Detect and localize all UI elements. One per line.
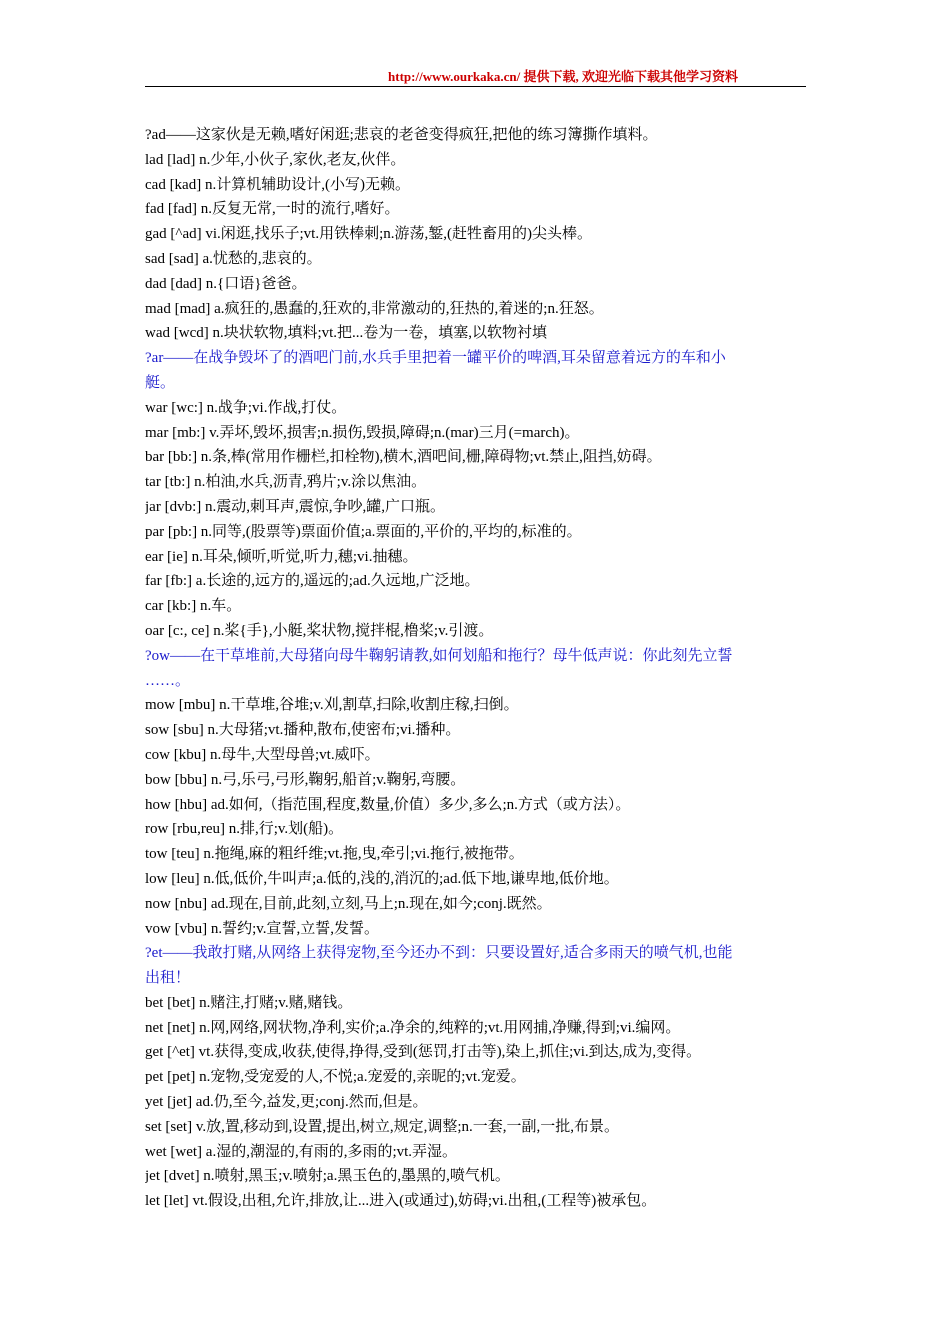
vocabulary-entry-line: cad [kad] n.计算机辅助设计,(小写)无赖。: [145, 176, 410, 193]
vocabulary-entry-line: mad [mad] a.疯狂的,愚蠢的,狂欢的,非常激动的,狂热的,着迷的;n.狂怒。: [145, 300, 604, 317]
vocabulary-entry-line: wet [wet] a.湿的,潮湿的,有雨的,多雨的;vt.弄湿。: [145, 1143, 458, 1160]
vocabulary-entry-line: gad [^ad] vi.闲逛,找乐子;vt.用铁棒刺;n.游荡,錾,(赶牲畜用的)尖头棒。: [145, 226, 593, 243]
vocabulary-entry-line: tow [teu] n.拖绳,麻的粗纤维;vt.拖,曳,牵引;vi.拖行,被拖带。: [145, 846, 524, 863]
vocabulary-entry-line: war [wc:] n.战争;vi.作战,打仗。: [145, 399, 347, 416]
vocabulary-entry-line: fad [fad] n.反复无常,一时的流行,嗜好。: [145, 201, 400, 218]
vocabulary-entry-line: wad [wcd] n.块状软物,填料;vt.把...卷为一卷，填塞,以软物衬填: [145, 325, 548, 342]
vocabulary-entry-line: ?ad——这家伙是无赖,嗜好闲逛;悲哀的老爸变得疯狂,把他的练习簿撕作填料。: [145, 127, 658, 143]
vocabulary-entry-line: jet [dvet] n.喷射,黑玉;v.喷射;a.黑玉色的,墨黑的,喷气机。: [145, 1168, 510, 1185]
group-mnemonic-line: ?ow——在干草堆前,大母猪向母牛鞠躬请教,如何划船和拖行？母牛低声说：你此刻先立誓: [145, 647, 733, 664]
group-mnemonic-line: ?et——我敢打赌,从网络上获得宠物,至今还办不到：只要设置好,适合多雨天的喷气机,也能: [145, 945, 733, 962]
vocabulary-entry-line: vow [vbu] n.誓约;v.宣誓,立誓,发誓。: [145, 920, 380, 937]
vocabulary-entry-line: let [let] vt.假设,出租,允许,排放,让...进入(或通过),妨碍;vi.出租,(工程等)被承包。: [145, 1193, 657, 1210]
vocabulary-entry-line: how [hbu] ad.如何,（指范围,程度,数量,价值）多少,多么;n.方式（或方法）。: [145, 796, 631, 813]
vocabulary-entry-line: bow [bbu] n.弓,乐弓,弓形,鞠躬,船首;v.鞠躬,弯腰。: [145, 771, 466, 788]
vocabulary-entry-line: get [^et] vt.获得,变成,收获,使得,挣得,受到(惩罚,打击等),染上,抓住;vi.到达,成为,变得。: [145, 1044, 702, 1061]
group-mnemonic-line: 艇。: [145, 374, 176, 391]
vocabulary-entry-line: mar [mb:] v.弄坏,毁坏,损害;n.损伤,毁损,障碍;n.(mar)三月(=march)。: [145, 424, 580, 441]
group-mnemonic-line: ……。: [145, 672, 191, 689]
vocabulary-entry-line: pet [pet] n.宠物,受宠爱的人,不悦;a.宠爱的,亲昵的;vt.宠爱。: [145, 1069, 526, 1086]
vocabulary-entry-line: now [nbu] ad.现在,目前,此刻,立刻,马上;n.现在,如今;conj.既然。: [145, 895, 552, 912]
vocabulary-document-body: [145, 123, 807, 1214]
group-mnemonic-line: 出租！: [145, 970, 191, 987]
vocabulary-entry-line: lad [lad] n.少年,小伙子,家伙,老友,伙伴。: [145, 151, 406, 168]
vocabulary-entry-line: cow [kbu] n.母牛,大型母兽;vt.威吓。: [145, 746, 380, 763]
vocabulary-entry-line: bar [bb:] n.条,棒(常用作栅栏,扣栓物),横木,酒吧间,栅,障碍物;vt.禁止,阻挡,妨碍。: [145, 449, 662, 466]
vocabulary-entry-line: far [fb:] a.长途的,远方的,遥远的;ad.久远地,广泛地。: [145, 573, 480, 590]
vocabulary-entry-line: oar [c:, ce] n.桨{手},小艇,桨状物,搅拌棍,橹桨;v.引渡。: [145, 622, 494, 639]
page-header: [145, 64, 806, 87]
vocabulary-entry-line: yet [jet] ad.仍,至今,益发,更;conj.然而,但是。: [145, 1094, 428, 1111]
header-link-text[interactable]: http://www.ourkaka.cn/ 提供下载, 欢迎光临下载其他学习资料: [388, 69, 738, 84]
vocabulary-entry-line: car [kb:] n.车。: [145, 598, 242, 615]
vocabulary-entry-line: net [net] n.网,网络,网状物,净利,实价;a.净余的,纯粹的;vt.用网捕,净赚,得到;vi.编网。: [145, 1019, 681, 1036]
vocabulary-entry-line: row [rbu,reu] n.排,行;v.划(船)。: [145, 821, 344, 838]
vocabulary-entry-line: jar [dvb:] n.震动,刺耳声,震惊,争吵,罐,广口瓶。: [145, 498, 445, 515]
vocabulary-entry-line: bet [bet] n.赌注,打赌;v.赌,赌钱。: [145, 994, 353, 1011]
vocabulary-entry-line: sad [sad] a.忧愁的,悲哀的。: [145, 250, 322, 267]
vocabulary-entry-line: set [set] v.放,置,移动到,设置,提出,树立,规定,调整;n.一套,一副,一批,布景。: [145, 1118, 620, 1135]
vocabulary-entry-line: dad [dad] n.{口语}爸爸。: [145, 275, 307, 292]
vocabulary-entry-line: ear [ie] n.耳朵,倾听,听觉,听力,穗;vi.抽穗。: [145, 548, 418, 565]
vocabulary-entry-line: mow [mbu] n.干草堆,谷堆;v.刈,割草,扫除,收割庄稼,扫倒。: [145, 697, 519, 714]
group-mnemonic-line: ?ar——在战争毁坏了的酒吧门前,水兵手里把着一罐平价的啤酒,耳朵留意着远方的车和小: [145, 350, 726, 367]
vocabulary-entry-line: tar [tb:] n.柏油,水兵,沥青,鸦片;v.涂以焦油。: [145, 474, 427, 491]
vocabulary-entry-line: low [leu] n.低,低价,牛叫声;a.低的,浅的,消沉的;ad.低下地,谦卑地,低价地。: [145, 870, 619, 887]
vocabulary-entry-line: sow [sbu] n.大母猪;vt.播种,散布,使密布;vi.播种。: [145, 722, 461, 739]
vocabulary-entry-line: par [pb:] n.同等,(股票等)票面价值;a.票面的,平价的,平均的,标准的。: [145, 523, 582, 540]
